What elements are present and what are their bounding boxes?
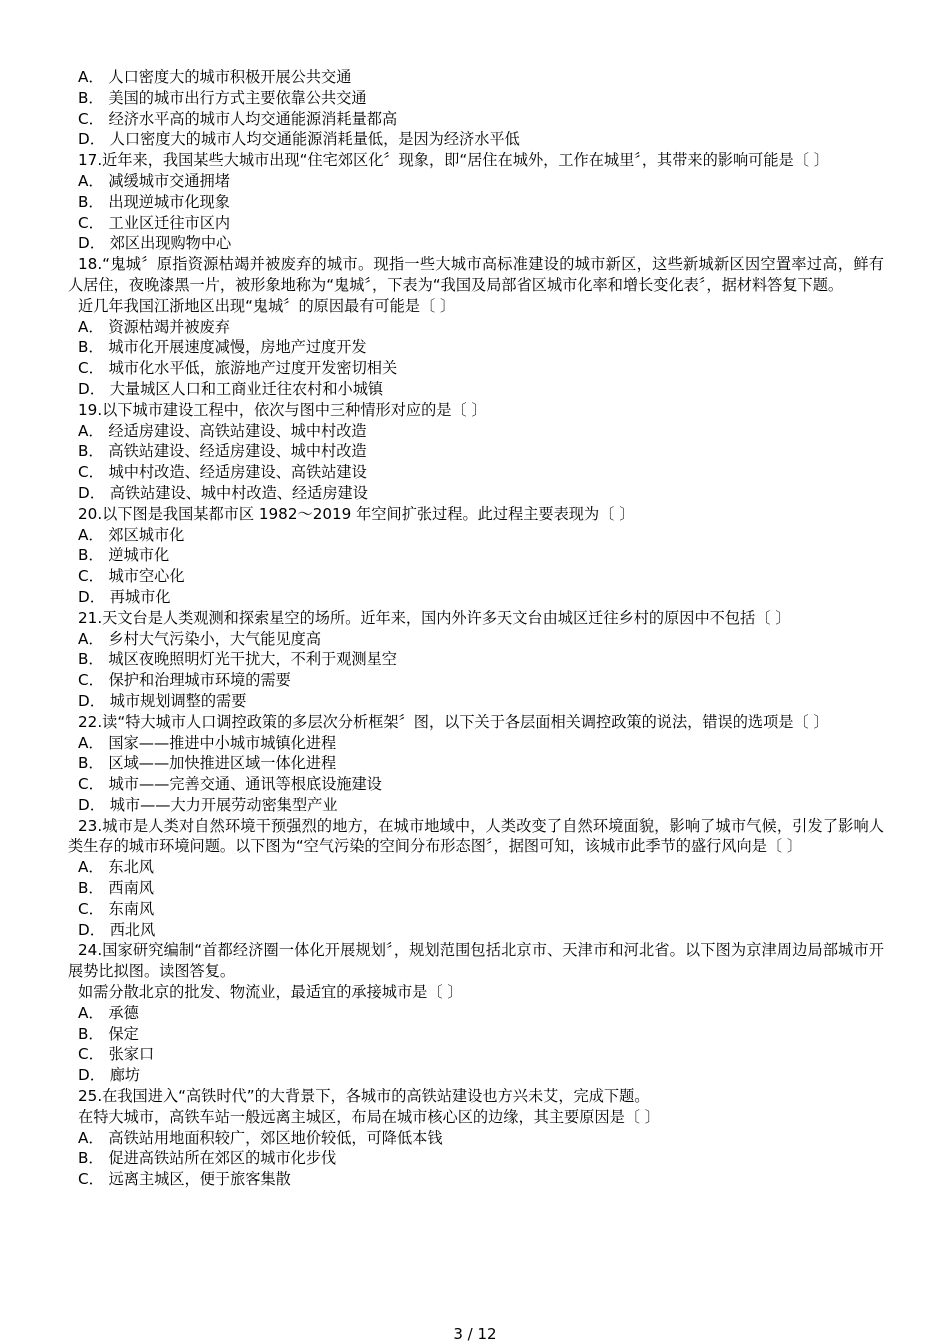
text-line: 20.以下图是我国某都市区 1982～2019 年空间扩张过程。此过程主要表现为〔 〕 xyxy=(78,504,635,523)
question-paragraph: 18.“鬼城〞原指资源枯竭并被废弃的城市。现指一些大城市高标准建设的城市新区，这些新城新区因空置率过高，鲜有人居住，夜晚漆黑一片，被形象地称为“鬼城〞，下表为“我国及局部省区城市化率和增长变化表〞，据材料答复下题。 xyxy=(68,255,884,294)
text-line: A． 国家——推进中小城市城镇化进程 xyxy=(78,733,337,752)
text-line: A． 承德 xyxy=(78,1003,139,1022)
text-line: A． 郊区城市化 xyxy=(78,525,185,544)
text-line: D． 城市——大力开展劳动密集型产业 xyxy=(78,795,338,814)
question-paragraph: 17.近年来，我国某些大城市出现“住宅郊区化〞现象，即“居住在城外，工作在城里〞，其带来的影响可能是〔 〕 xyxy=(78,151,829,170)
text-line: B． 保定 xyxy=(78,1024,139,1043)
text-line: C． 城市——完善交通、通讯等根底设施建设 xyxy=(78,775,382,794)
text-line: B． 城市化开展速度减慢，房地产过度开发 xyxy=(78,338,367,357)
question-paragraph: 24.国家研究编制“首都经济圈一体化开展规划〞，规划范围包括北京市、天津市和河北省。以下图为京津周边局部城市开展势比拟图。读图答复。 xyxy=(68,941,884,981)
text-line: D． 大量城区人口和工商业迁往农村和小城镇 xyxy=(78,379,384,398)
text-line: B． 促进高铁站所在郊区的城市化步伐 xyxy=(78,1149,337,1168)
text-line: B． 区域——加快推进区域一体化进程 xyxy=(78,754,337,773)
text-line: D． 人口密度大的城市人均交通能源消耗量低，是因为经济水平低 xyxy=(78,130,520,149)
text-line: A． 东北风 xyxy=(78,858,154,877)
text-line: 在特大城市，高铁车站一般远离主城区，布局在城市核心区的边缘，其主要原因是〔 〕 xyxy=(78,1107,660,1126)
text-line: 19.以下城市建设工程中，依次与图中三种情形对应的是〔 〕 xyxy=(78,400,487,419)
text-line: C． 远离主城区，便于旅客集散 xyxy=(78,1170,291,1189)
text-line: A． 减缓城市交通拥堵 xyxy=(78,171,230,190)
text-line: 25.在我国进入“高铁时代”的大背景下，各城市的高铁站建设也方兴未艾，完成下题。 xyxy=(78,1087,650,1106)
text-line: 如需分散北京的批发、物流业，最适宜的承接城市是〔 〕 xyxy=(78,983,463,1002)
text-line: D． 郊区出现购物中心 xyxy=(78,234,232,253)
page-body xyxy=(68,67,884,1190)
question-paragraph: 22.读“特大城市人口调控政策的多层次分析框架〞图，以下关于各层面相关调控政策的说法，错误的选项是〔 〕 xyxy=(78,712,829,731)
text-line: A． 高铁站用地面积较广，郊区地价较低，可降低本钱 xyxy=(78,1128,443,1147)
text-line: A． 资源枯竭并被废弃 xyxy=(78,317,230,336)
text-line: C． 经济水平高的城市人均交通能源消耗量都高 xyxy=(78,109,398,128)
text-line: B． 高铁站建设、经适房建设、城中村改造 xyxy=(78,442,367,461)
text-line: B． 城区夜晚照明灯光干扰大，不利于观测星空 xyxy=(78,650,397,669)
text-line: C． 保护和治理城市环境的需要 xyxy=(78,671,291,690)
text-line: A． 乡村大气污染小，大气能见度高 xyxy=(78,629,322,648)
text-line: D． 廊坊 xyxy=(78,1066,141,1085)
text-line: B． 美国的城市出行方式主要依靠公共交通 xyxy=(78,88,367,107)
text-line: C． 工业区迁往市区内 xyxy=(78,213,231,232)
text-line: 21.天文台是人类观测和探索星空的场所。近年来，国内外许多天文台由城区迁往乡村的原因中不包括〔 〕 xyxy=(78,608,791,627)
page-number: 3 / 12 xyxy=(453,1325,497,1343)
text-line: B． 出现逆城市化现象 xyxy=(78,192,230,211)
text-line: B． 逆城市化 xyxy=(78,546,170,565)
text-line: C． 城市空心化 xyxy=(78,567,185,586)
text-line: D． 高铁站建设、城中村改造、经适房建设 xyxy=(78,483,368,502)
text-line: 近几年我国江浙地区出现“鬼城〞的原因最有可能是〔 〕 xyxy=(78,296,456,315)
text-line: A． 人口密度大的城市积极开展公共交通 xyxy=(78,68,352,86)
text-line: D． 城市规划调整的需要 xyxy=(78,691,247,710)
text-line: C． 城中村改造、经适房建设、高铁站建设 xyxy=(78,463,367,482)
text-line: C． 东南风 xyxy=(78,899,155,918)
text-line: B． 西南风 xyxy=(78,879,154,898)
text-line: D． 西北风 xyxy=(78,920,156,939)
text-line: D． 再城市化 xyxy=(78,587,171,606)
text-line: A． 经适房建设、高铁站建设、城中村改造 xyxy=(78,421,367,440)
text-line: C． 张家口 xyxy=(78,1045,155,1064)
text-line: C． 城市化水平低，旅游地产过度开发密切相关 xyxy=(78,359,398,378)
question-paragraph: 23.城市是人类对自然环境干预强烈的地方，在城市地域中，人类改变了自然环境面貌，影响了城市气候，引发了影响人类生存的城市环境问题。以下图为“空气污染的空间分布形态图〞，据图可知，该城市此季节的盛行风向是〔 〕 xyxy=(68,816,884,856)
